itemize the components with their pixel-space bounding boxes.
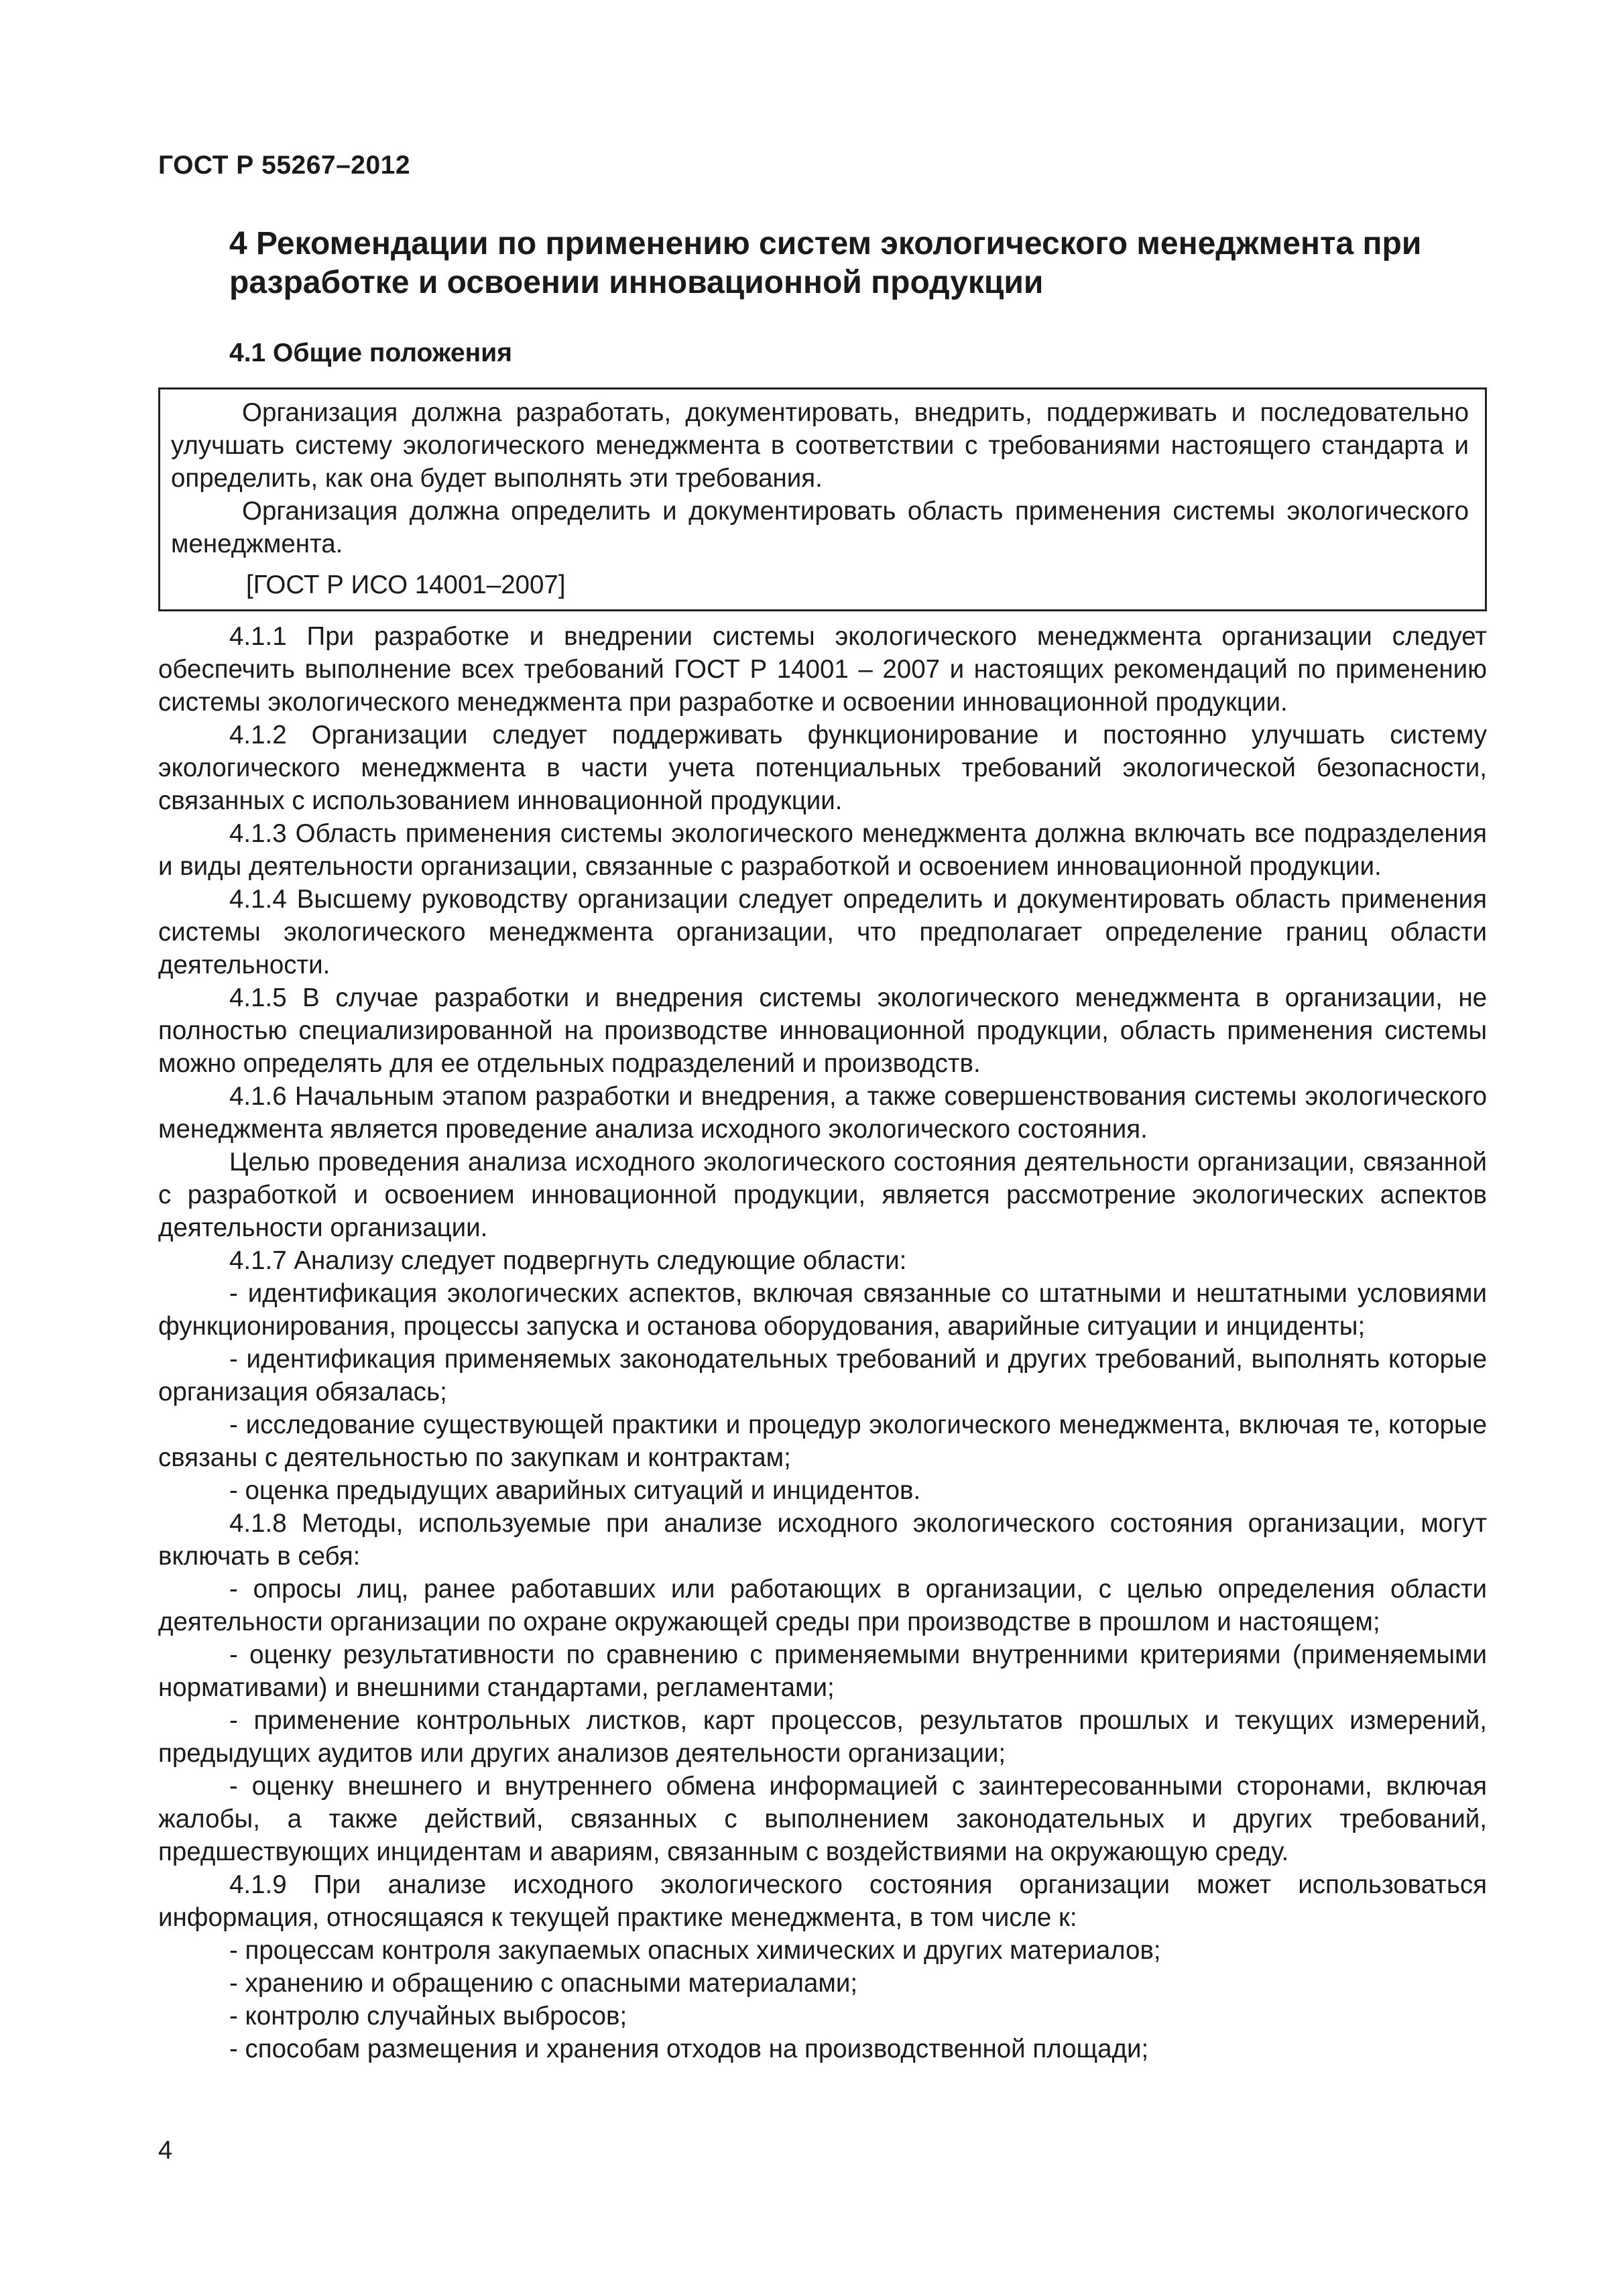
subsection-title: 4.1 Общие положения <box>229 339 512 367</box>
paragraph: Целью проведения анализа исходного экологического состояния деятельности организации, связанной с разработкой и освоением инновационной продукции, является рассмотрение экологических аспектов деятельности организации. <box>158 1148 1487 1242</box>
paragraph: 4.1.7 Анализу следует подвергнуть следующие области: <box>229 1246 907 1275</box>
body-text <box>158 620 1487 2065</box>
page-number: 4 <box>158 2136 173 2165</box>
list-item: - способам размещения и хранения отходов на производственной площади; <box>229 2035 1149 2063</box>
quote-reference: [ГОСТ Р ИСО 14001–2007] <box>246 570 566 599</box>
list-item: - исследование существующей практики и процедур экологического менеджмента, включая те, которые связаны с деятельностью по закупкам и контрактам; <box>158 1410 1487 1472</box>
list-item: - оценку внешнего и внутреннего обмена информацией с заинтересованными сторонами, включая жалобы, а также действий, связанных с выполнением законодательных и других требований, предшествующих инцидентам и авариям, связанным с воздействиями на окружающую среду. <box>158 1772 1487 1866</box>
list-item: - применение контрольных листков, карт процессов, результатов прошлых и текущих измерений, предыдущих аудитов или других анализов деятельности организации; <box>158 1706 1487 1768</box>
document-code: ГОСТ Р 55267–2012 <box>158 151 411 180</box>
quote-paragraph: Организация должна разработать, документировать, внедрить, поддерживать и последовательно улучшать систему экологического менеджмента в соответствии с требованиями настоящего стандарта и определить, как она будет выполнять эти требования. <box>171 398 1469 493</box>
paragraph: 4.1.3 Область применения системы экологического менеджмента должна включать все подразделения и виды деятельности организации, связанные с разработкой и освоением инновационной продукции. <box>158 819 1487 881</box>
paragraph: 4.1.1 При разработке и внедрении системы экологического менеджмента организации следует обеспечить выполнение всех требований ГОСТ Р 14001 – 2007 и настоящих рекомендаций по применению системы экологического менеджмента при разработке и освоении инновационной продукции. <box>158 622 1487 717</box>
list-item: - оценка предыдущих аварийных ситуаций и инцидентов. <box>229 1476 921 1505</box>
paragraph: 4.1.2 Организации следует поддерживать функционирование и постоянно улучшать систему экологического менеджмента в части учета потенциальных требований экологической безопасности, связанных с использованием инновационной продукции. <box>158 721 1487 815</box>
paragraph: 4.1.5 В случае разработки и внедрения системы экологического менеджмента в организации, не полностью специализированной на производстве инновационной продукции, область применения системы можно определять для ее отдельных подразделений и производств. <box>158 983 1487 1078</box>
paragraph: 4.1.9 При анализе исходного экологического состояния организации может использоваться информация, относящаяся к текущей практике менеджмента, в том числе к: <box>158 1870 1487 1932</box>
list-item: - оценку результативности по сравнению с применяемыми внутренними критериями (применяемыми нормативами) и внешними стандартами, регламентами; <box>158 1640 1487 1702</box>
list-item: - опросы лиц, ранее работавших или работающих в организации, с целью определения области деятельности организации по охране окружающей среды при производстве в прошлом и настоящем; <box>158 1575 1487 1636</box>
section-title: 4 Рекомендации по применению систем экологического менеджмента при разработке и освоении инновационной продукции <box>229 226 1422 300</box>
paragraph: 4.1.6 Начальным этапом разработки и внедрения, а также совершенствования системы экологического менеджмента является проведение анализа исходного экологического состояния. <box>158 1082 1487 1144</box>
list-item: - идентификация экологических аспектов, включая связанные со штатными и нештатными условиями функционирования, процессы запуска и останова оборудования, аварийные ситуации и инциденты; <box>158 1279 1487 1341</box>
list-item: - хранению и обращению с опасными материалами; <box>229 1969 858 1998</box>
list-item: - контролю случайных выбросов; <box>229 2002 627 2031</box>
list-item: - процессам контроля закупаемых опасных химических и других материалов; <box>229 1936 1161 1965</box>
paragraph: 4.1.4 Высшему руководству организации следует определить и документировать область применения системы экологического менеджмента организации, что предполагает определение границ области деятельности. <box>158 885 1487 979</box>
quote-paragraph: Организация должна определить и документировать область применения системы экологического менеджмента. <box>171 497 1469 558</box>
paragraph: 4.1.8 Методы, используемые при анализе исходного экологического состояния организации, могут включать в себя: <box>158 1509 1487 1571</box>
quoted-requirement-box <box>158 387 1487 611</box>
list-item: - идентификация применяемых законодательных требований и других требований, выполнять которые организация обязалась; <box>158 1345 1487 1406</box>
